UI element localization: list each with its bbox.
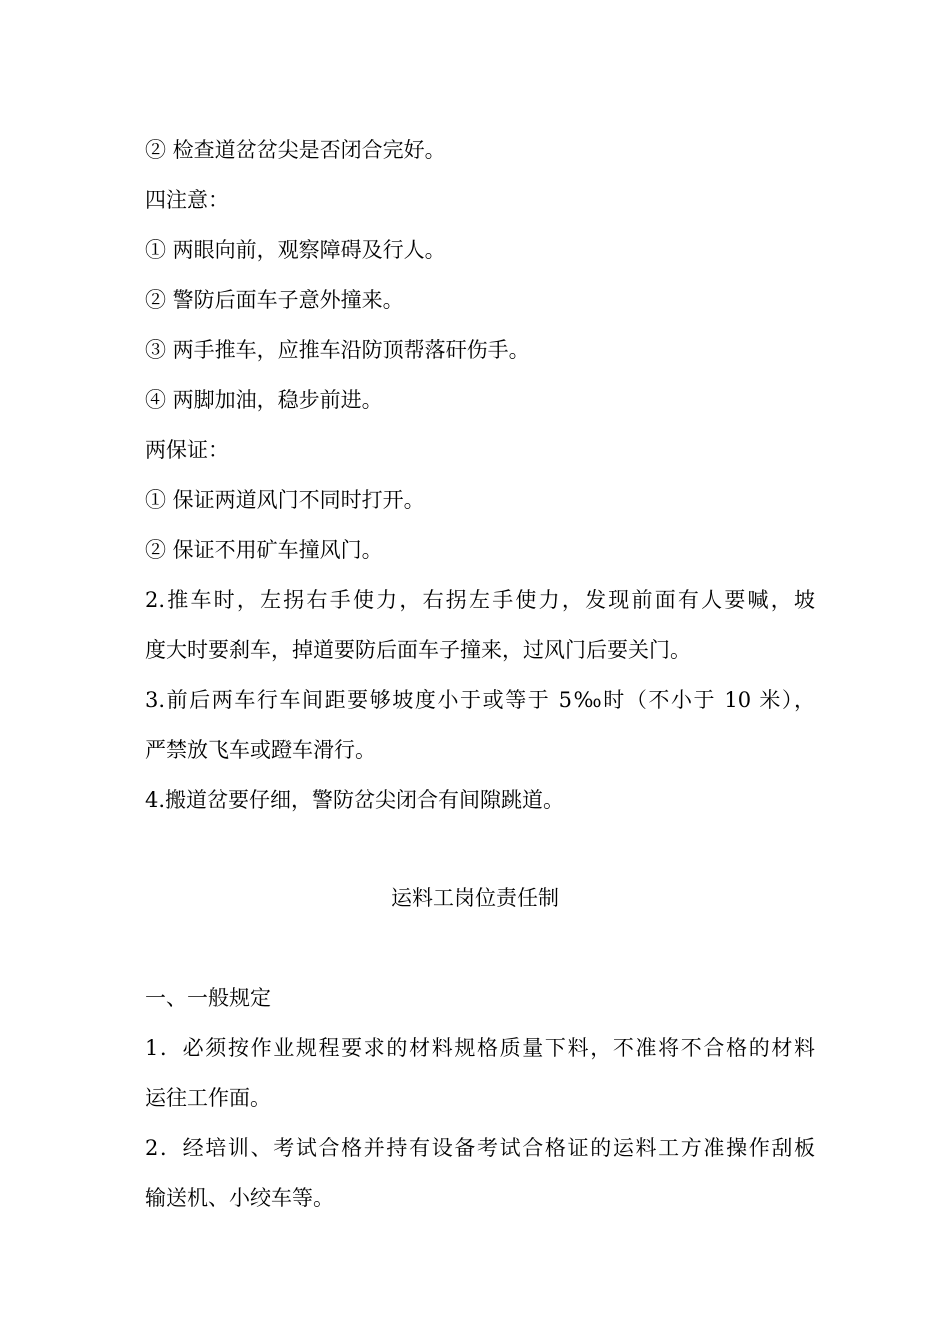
paragraph-line: 4.搬道岔要仔细，警防岔尖闭合有间隙跳道。: [145, 788, 565, 812]
text-line: ② 保证不用矿车撞风门。: [145, 538, 383, 562]
text-line: ① 保证两道风门不同时打开。: [145, 488, 425, 512]
heading-two-guarantees: 两保证：: [145, 438, 229, 462]
paragraph-line: 3.前后两车行车间距要够坡度小于或等于 5‰时（不小于 10 米），: [145, 688, 815, 712]
text-line: ② 警防后面车子意外撞来。: [145, 288, 404, 312]
heading-four-cautions: 四注意：: [145, 188, 229, 212]
section-heading: 一、一般规定: [145, 986, 271, 1010]
paragraph-line: 运往工作面。: [145, 1086, 271, 1110]
paragraph-line: 输送机、小绞车等。: [145, 1186, 334, 1210]
section-title: 运料工岗位责任制: [391, 886, 559, 910]
paragraph-line: 1．必须按作业规程要求的材料规格质量下料，不准将不合格的材料: [145, 1036, 815, 1060]
paragraph-line: 度大时要刹车，掉道要防后面车子撞来，过风门后要关门。: [145, 638, 691, 662]
text-line: ③ 两手推车，应推车沿防顶帮落矸伤手。: [145, 338, 530, 362]
text-line: ① 两眼向前，观察障碍及行人。: [145, 238, 446, 262]
paragraph-line: 2．经培训、考试合格并持有设备考试合格证的运料工方准操作刮板: [145, 1136, 815, 1160]
text-line: ④ 两脚加油，稳步前进。: [145, 388, 383, 412]
paragraph-line: 2.推车时，左拐右手使力，右拐左手使力，发现前面有人要喊，坡: [145, 588, 815, 612]
text-line: ② 检查道岔岔尖是否闭合完好。: [145, 138, 446, 162]
paragraph-line: 严禁放飞车或蹬车滑行。: [145, 738, 376, 762]
